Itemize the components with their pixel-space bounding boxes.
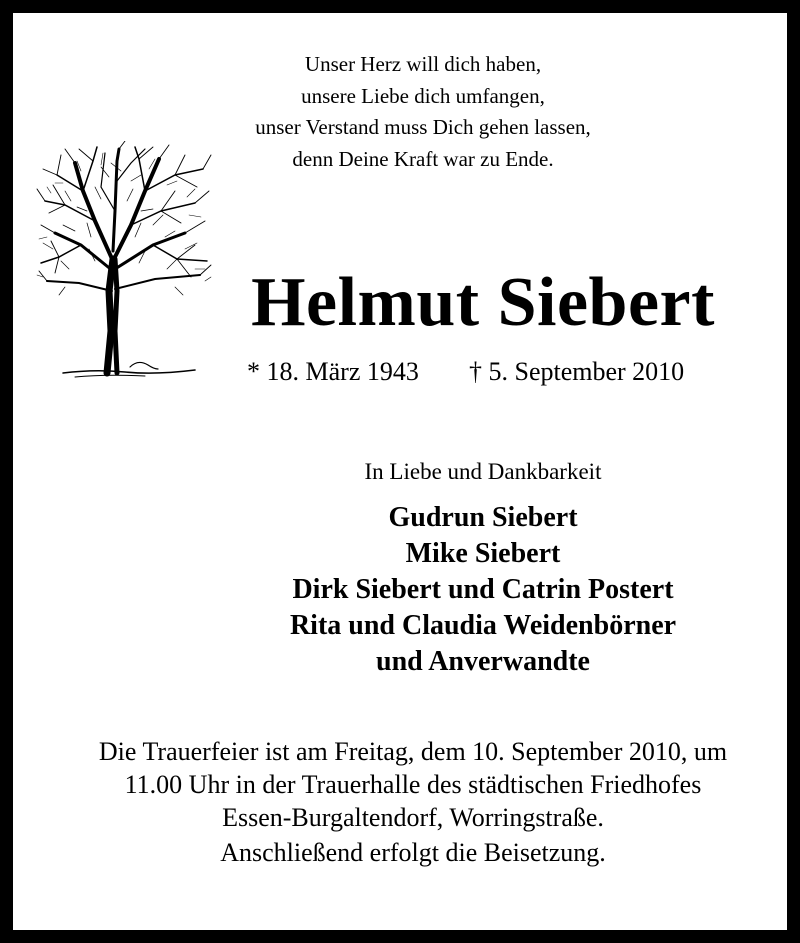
mourner-name: Gudrun Siebert: [388, 502, 578, 533]
mourner-name: Rita und Claudia Weidenbörner: [289, 610, 677, 641]
mourners-list: [213, 500, 753, 680]
birth-date: * 18. März 1943: [247, 357, 419, 386]
poem-line: Unser Herz will dich haben,: [304, 52, 542, 76]
mourner-name: Mike Siebert: [405, 538, 561, 569]
poem-line: denn Deine Kraft war zu Ende.: [292, 146, 554, 171]
mourner-name: und Anverwandte: [376, 646, 590, 677]
ceremony-line: Essen-Burgaltendorf, Worringstraße.: [222, 803, 604, 832]
poem-line: unsere Liebe dich umfangen,: [301, 83, 545, 108]
poem: [193, 49, 653, 175]
tree-icon: [35, 141, 215, 383]
ceremony-line: Die Trauerfeier ist am Freitag, dem 10. September 2010, um: [98, 737, 728, 766]
ceremony-notice: [43, 735, 783, 834]
mourner-name: Dirk Siebert und Catrin Postert: [292, 574, 674, 605]
ceremony-line: 11.00 Uhr in der Trauerhalle des städtischen Friedhofes: [124, 770, 702, 799]
deceased-name: Helmut Siebert: [251, 264, 715, 341]
poem-line: unser Verstand muss Dich gehen lassen,: [255, 115, 591, 139]
burial-notice: Anschließend erfolgt die Beisetzung.: [220, 838, 606, 867]
dedication: In Liebe und Dankbarkeit: [364, 459, 602, 484]
death-date: † 5. September 2010: [469, 357, 685, 386]
